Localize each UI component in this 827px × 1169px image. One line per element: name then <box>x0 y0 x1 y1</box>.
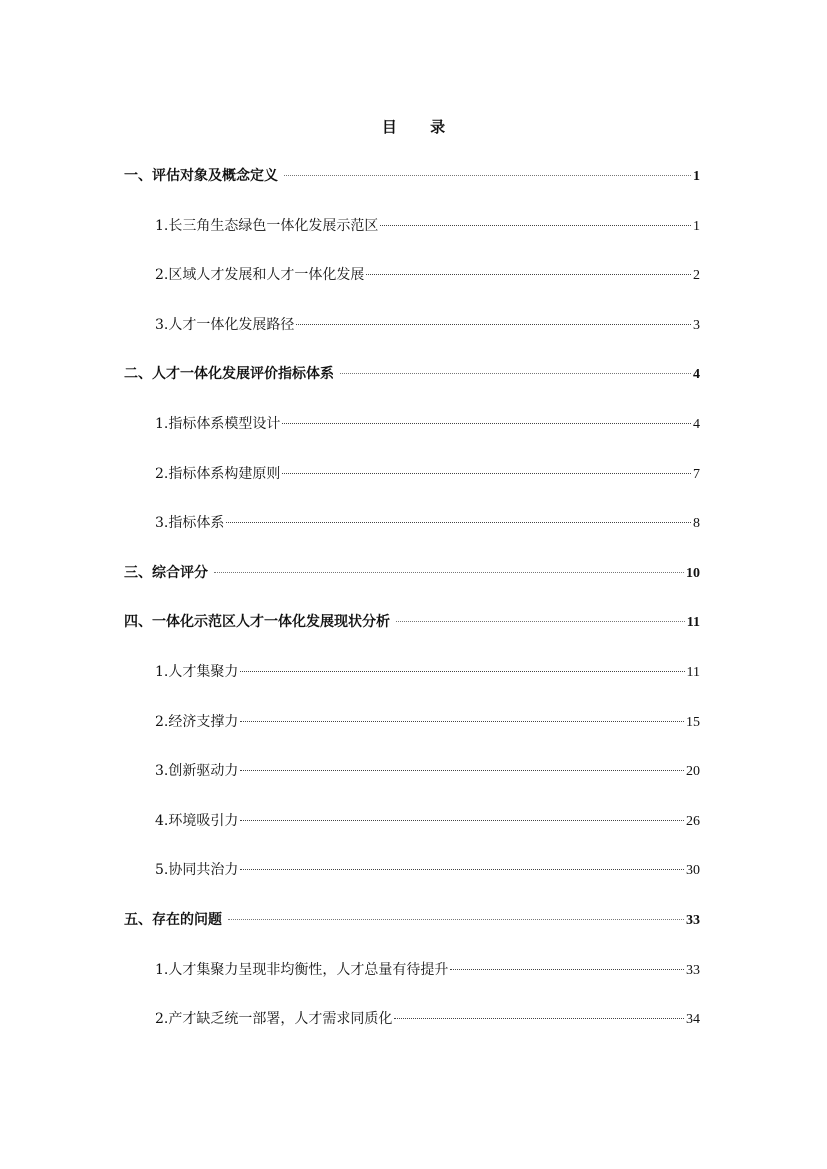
toc-entry-label: 1.人才集聚力呈现非均衡性，人才总量有待提升 <box>155 961 449 978</box>
toc-entry-page-number: 10 <box>686 565 700 581</box>
toc-entry-label: 4.环境吸引力 <box>155 812 239 829</box>
toc-entry-label: 三、综合评分 <box>124 564 208 581</box>
toc-entry-label: 一、评估对象及概念定义 <box>124 168 278 184</box>
toc-dot-leader <box>226 522 691 523</box>
toc-subsection-entry[interactable] <box>124 1005 700 1055</box>
toc-entry-label: 5.协同共治力 <box>155 862 239 879</box>
toc-entry-label: 2.经济支撑力 <box>155 713 239 730</box>
toc-entry-page-number: 11 <box>686 615 700 631</box>
toc-subsection-entry[interactable] <box>124 410 700 460</box>
toc-dot-leader <box>240 721 684 722</box>
toc-dot-leader <box>340 373 691 374</box>
toc-entry-label: 五、存在的问题 <box>124 911 222 928</box>
toc-entry-page-number: 1 <box>693 218 700 234</box>
toc-subsection-entry[interactable] <box>124 460 700 510</box>
toc-section-entry[interactable] <box>124 360 700 410</box>
toc-subsection-entry[interactable] <box>124 509 700 559</box>
toc-dot-leader <box>282 423 691 424</box>
toc-entry-label: 2.区域人才发展和人才一体化发展 <box>155 267 365 284</box>
toc-title: 目 录 <box>381 118 460 136</box>
toc-entry-page-number: 2 <box>693 268 700 284</box>
toc-subsection-entry[interactable] <box>124 658 700 708</box>
toc-entry-label: 3.创新驱动力 <box>155 763 239 780</box>
toc-entry-page-number: 33 <box>686 962 700 978</box>
toc-dot-leader <box>450 969 684 970</box>
toc-subsection-entry[interactable] <box>124 757 700 807</box>
toc-entry-label: 2.产才缺乏统一部署，人才需求同质化 <box>155 1011 393 1028</box>
toc-dot-leader <box>380 225 691 226</box>
toc-dot-leader <box>284 175 691 176</box>
toc-entry-page-number: 20 <box>686 764 700 780</box>
toc-entry-page-number: 34 <box>686 1012 700 1028</box>
toc-dot-leader <box>396 621 685 622</box>
toc-dot-leader <box>282 473 691 474</box>
toc-subsection-entry[interactable] <box>124 856 700 906</box>
toc-dot-leader <box>228 919 684 920</box>
toc-subsection-entry[interactable] <box>124 807 700 857</box>
toc-entry-label: 2.指标体系构建原则 <box>155 465 281 482</box>
toc-subsection-entry[interactable] <box>124 956 700 1006</box>
toc-entry-page-number: 4 <box>693 416 700 432</box>
toc-dot-leader <box>214 572 684 573</box>
toc-dot-leader <box>366 274 691 275</box>
toc-dot-leader <box>240 770 684 771</box>
toc-subsection-entry[interactable] <box>124 261 700 311</box>
toc-entry-label: 1.长三角生态绿色一体化发展示范区 <box>155 217 379 234</box>
toc-dot-leader <box>394 1018 684 1019</box>
toc-entry-page-number: 8 <box>693 516 700 532</box>
toc-dot-leader <box>240 869 684 870</box>
toc-dot-leader <box>240 820 684 821</box>
toc-entry-page-number: 1 <box>693 169 700 184</box>
toc-section-entry[interactable] <box>124 559 700 609</box>
toc-entry-label: 二、人才一体化发展评价指标体系 <box>124 366 334 383</box>
toc-entry-page-number: 15 <box>686 714 700 730</box>
toc-entry-page-number: 7 <box>693 466 700 482</box>
toc-subsection-entry[interactable] <box>124 212 700 262</box>
toc-dot-leader <box>240 671 684 672</box>
toc-entry-page-number: 30 <box>686 863 700 879</box>
toc-subsection-entry[interactable] <box>124 311 700 361</box>
toc-section-entry[interactable] <box>124 608 700 658</box>
toc-entry-page-number: 4 <box>693 367 700 383</box>
toc-dot-leader <box>296 324 691 325</box>
toc-section-entry[interactable] <box>124 162 700 212</box>
toc-entry-label: 1.指标体系模型设计 <box>155 415 281 432</box>
toc-entry-page-number: 33 <box>686 912 700 928</box>
toc-entry-page-number: 11 <box>686 664 700 680</box>
toc-section-entry[interactable] <box>124 906 700 956</box>
toc-list <box>124 162 700 1055</box>
toc-entry-label: 3.指标体系 <box>155 515 225 532</box>
toc-entry-label: 1.人才集聚力 <box>155 663 239 680</box>
toc-entry-label: 四、一体化示范区人才一体化发展现状分析 <box>124 614 390 631</box>
toc-entry-page-number: 3 <box>693 317 700 333</box>
toc-subsection-entry[interactable] <box>124 708 700 758</box>
toc-entry-label: 3.人才一体化发展路径 <box>155 316 295 333</box>
toc-entry-page-number: 26 <box>686 813 700 829</box>
